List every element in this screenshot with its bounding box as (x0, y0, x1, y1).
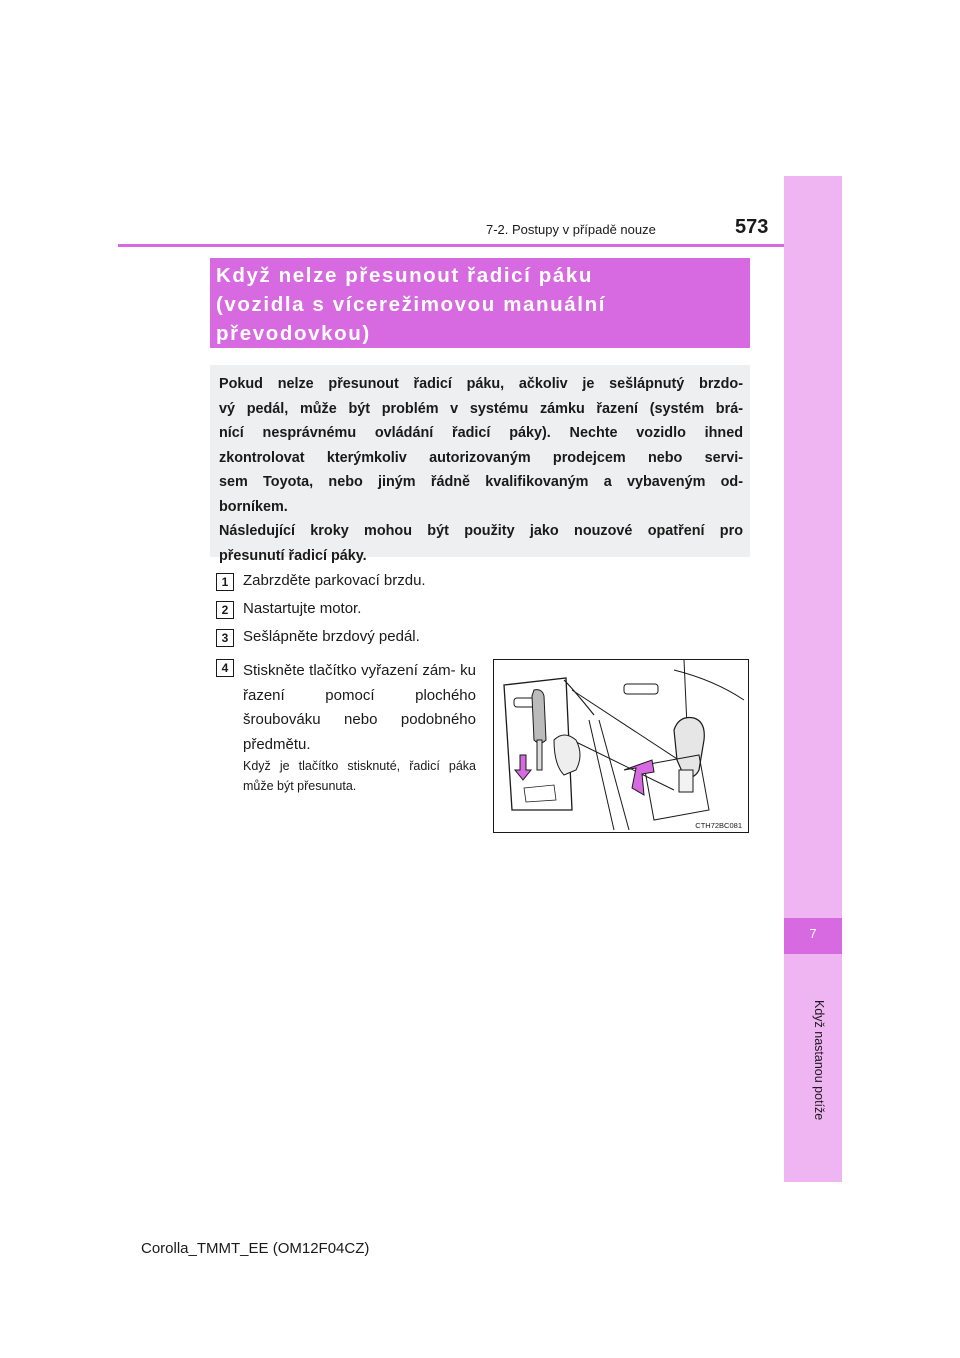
info-line: vý pedál, může být problém v systému zámku řazení (systém brá- (219, 400, 743, 417)
info-text (219, 372, 743, 568)
step-note: Když je tlačítko stisknuté, řadicí páka může být přesunuta. (243, 759, 476, 793)
info-line: zkontrolovat kterýmkoliv autorizovaným prodejcem nebo servi- (219, 449, 743, 466)
step-number: 1 (216, 573, 234, 591)
step-text: Stiskněte tlačítko vyřazení zám- ku řazení pomocí plochého šroubováku nebo podobného předmětu. (243, 662, 476, 753)
page-number: 573 (735, 216, 769, 238)
title-line: (vozidla s vícerežimovou manuální (216, 293, 607, 316)
page-title (216, 261, 744, 348)
info-line: borníkem. (219, 498, 288, 515)
step-text: Sešlápněte brzdový pedál. (243, 628, 420, 645)
info-line: Následující kroky mohou být použity jako nouzové opatření pro (219, 523, 743, 539)
footer-model: Corolla_TMMT_EE (OM12F04CZ) (141, 1240, 370, 1257)
chapter-title: Když nastanou potíže (812, 1000, 826, 1121)
shift-lever-drawing (494, 660, 748, 832)
info-line: Pokud nelze přesunout řadicí páku, ačkoliv je sešlápnutý brzdo- (219, 376, 743, 392)
chapter-number: 7 (809, 926, 817, 941)
title-line: Když nelze přesunout řadicí páku (216, 264, 593, 287)
step-text: Nastartujte motor. (243, 600, 362, 617)
step-number: 4 (216, 659, 234, 677)
title-line: převodovkou) (216, 322, 371, 345)
info-line: nící nesprávnému ovládání řadicí páky). Nechte vozidlo ihned (219, 425, 743, 441)
step-number: 3 (216, 629, 234, 647)
figure-code: CTH72BC081 (695, 821, 742, 830)
step-text: Zabrzděte parkovací brzdu. (243, 572, 426, 589)
shift-lock-illustration (493, 659, 749, 833)
info-line: sem Toyota, nebo jiným řádně kvalifikovaným a vybaveným od- (219, 474, 743, 490)
section-title: 7-2. Postupy v případě nouze (486, 222, 656, 237)
header-rule (118, 244, 784, 247)
info-line: přesunutí řadicí páky. (219, 547, 367, 564)
step-number: 2 (216, 601, 234, 619)
